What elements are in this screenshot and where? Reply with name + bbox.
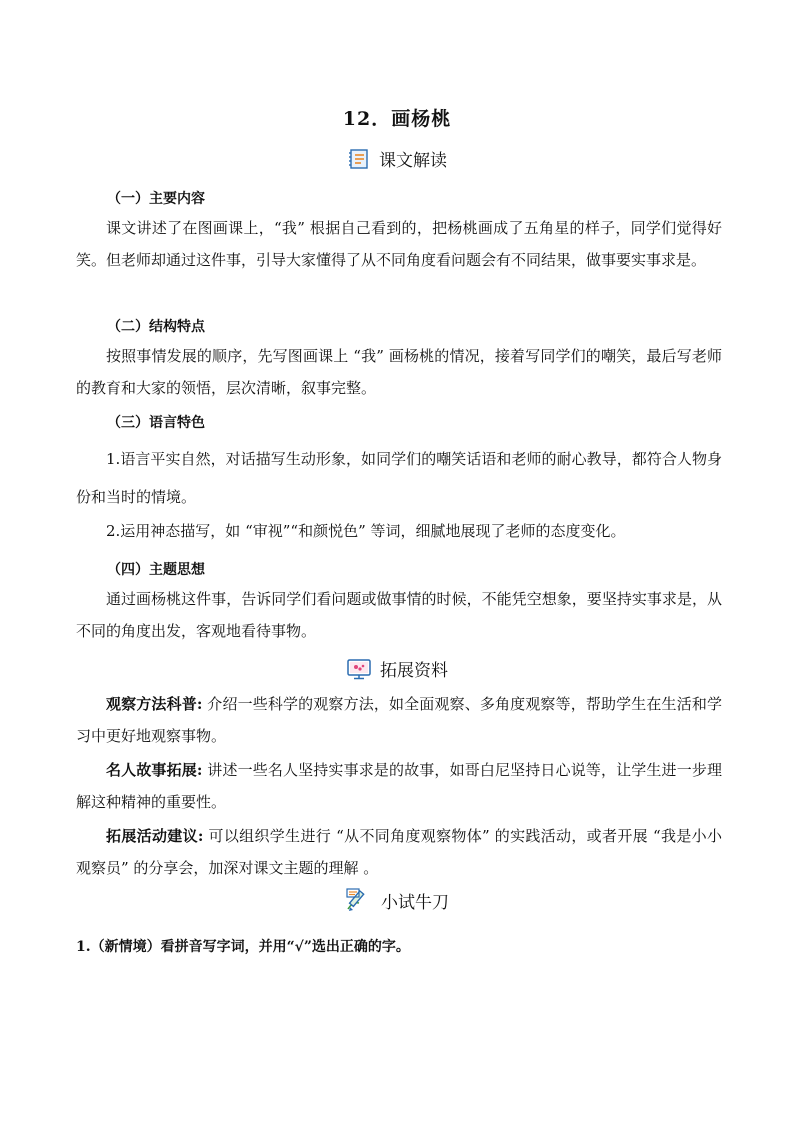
subheading-language: （三）语言特色	[107, 415, 205, 431]
paragraph-structure: 按照事情发展的顺序，先写图画课上 “我” 画杨桃的情况，接着写同学们的嘲笑，最后写老师的教育和大家的领悟，层次清晰，叙事完整。	[76, 347, 722, 397]
lead-stories: 名人故事拓展:	[106, 761, 203, 779]
section-label: 拓展资料	[380, 661, 448, 681]
subheading-theme: （四）主题思想	[107, 562, 205, 578]
paragraph-extension-stories	[76, 754, 722, 818]
text-activities: 可以组织学生进行 “从不同角度观察物体” 的实践活动，或者开展 “我是小小观察员” 的分享会，加深对课文主题的理解 。	[76, 827, 722, 877]
section-heading-extension	[0, 656, 794, 684]
subheading-structure: （二）结构特点	[107, 319, 205, 335]
text-observation: 介绍一些科学的观察方法，如全面观察、多角度观察等，帮助学生在生活和学习中更好地观察事物。	[76, 695, 722, 745]
paragraph-theme: 通过画杨桃这件事，告诉同学们看问题或做事情的时候，不能凭空想象，要坚持实事求是，从不同的角度出发，客观地看待事物。	[76, 590, 722, 640]
lead-activities: 拓展活动建议:	[106, 827, 204, 845]
paragraph-language-point-1: 1.语言平实自然，对话描写生动形象，如同学们的嘲笑话语和老师的耐心教导，都符合人物身份和当时的情境。	[76, 450, 722, 506]
paragraph-main-content: 课文讲述了在图画课上，“我” 根据自己看到的，把杨桃画成了五角星的样子，同学们觉得好笑。但老师却通过这件事，引导大家懂得了从不同角度看问题会有不同结果，做事要实事求是。	[76, 219, 722, 269]
page-title: 12．画杨桃	[342, 108, 452, 130]
paragraph-language-point-2: 2.运用神态描写，如 “审视”“和颜悦色” 等词，细腻地展现了老师的态度变化。	[106, 522, 626, 540]
section-heading-reading	[0, 146, 794, 174]
notebook-icon	[347, 147, 371, 171]
pen-icon	[345, 887, 373, 913]
monitor-icon	[346, 657, 372, 681]
question-1: 1.（新情境）看拼音写字词，并用“√”选出正确的字。	[76, 939, 410, 955]
section-heading-practice	[0, 887, 794, 915]
subheading-main-content: （一）主要内容	[107, 191, 205, 207]
section-label: 课文解读	[379, 151, 447, 171]
section-label: 小试牛刀	[381, 892, 449, 913]
paragraph-extension-activities	[76, 820, 722, 884]
text-stories: 讲述一些名人坚持实事求是的故事，如哥白尼坚持日心说等，让学生进一步理解这种精神的重要性。	[76, 761, 722, 811]
paragraph-extension-observation	[76, 688, 722, 752]
lead-observation: 观察方法科普:	[106, 695, 203, 713]
